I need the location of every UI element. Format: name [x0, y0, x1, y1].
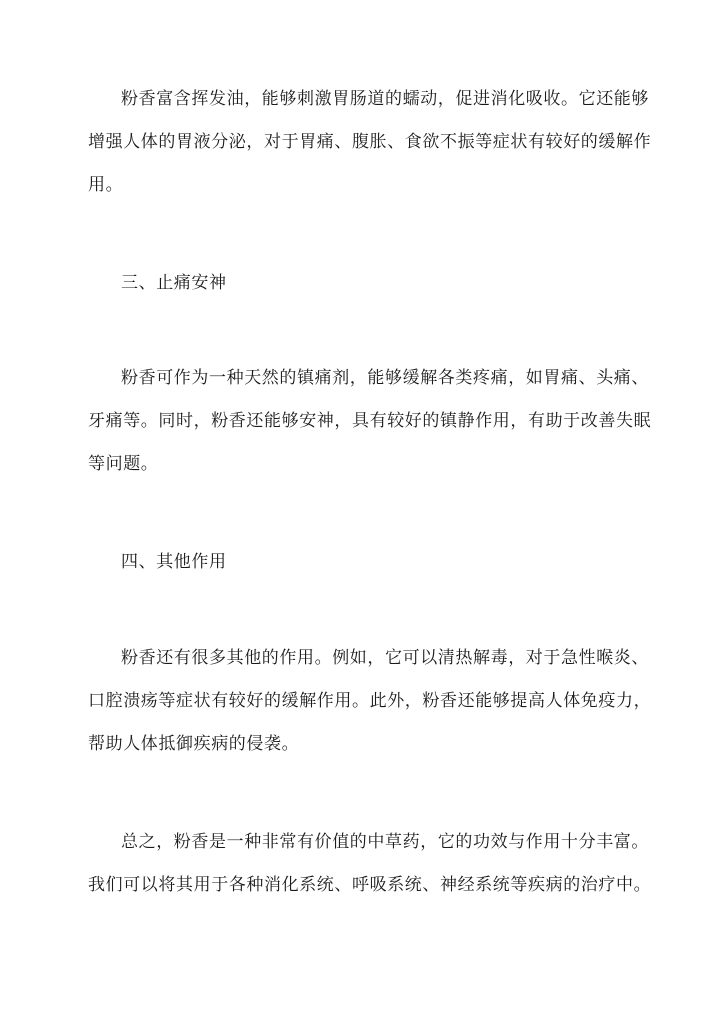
conclusion-line-2: 我们可以将其用于各种消化系统、呼吸系统、神经系统等疾病的治疗中。 [88, 875, 652, 895]
paragraph-2-line-1: 粉香可作为一种天然的镇痛剂，能够缓解各类疼痛，如胃痛、头痛、 [121, 368, 649, 388]
paragraph-3-line-3: 帮助人体抵御疾病的侵袭。 [88, 734, 300, 754]
conclusion-line-1: 总之，粉香是一种非常有价值的中草药，它的功效与作用十分丰富。 [121, 832, 649, 852]
section-heading-3: 三、止痛安神 [121, 273, 227, 293]
paragraph-3-line-1: 粉香还有很多其他的作用。例如，它可以清热解毒，对于急性喉炎、 [121, 648, 649, 668]
paragraph-2-line-3: 等问题。 [88, 454, 159, 474]
paragraph-1-line-1: 粉香富含挥发油，能够刺激胃肠道的蠕动，促进消化吸收。它还能够 [121, 89, 649, 109]
paragraph-1-line-3: 用。 [88, 175, 124, 195]
section-heading-4: 四、其他作用 [121, 552, 227, 572]
paragraph-3-line-2: 口腔溃疡等症状有较好的缓解作用。此外，粉香还能够提高人体免疫力， [88, 691, 652, 711]
paragraph-2-line-2: 牙痛等。同时，粉香还能够安神，具有较好的镇静作用，有助于改善失眠 [88, 411, 652, 431]
paragraph-1-line-2: 增强人体的胃液分泌，对于胃痛、腹胀、食欲不振等症状有较好的缓解作 [88, 132, 652, 152]
